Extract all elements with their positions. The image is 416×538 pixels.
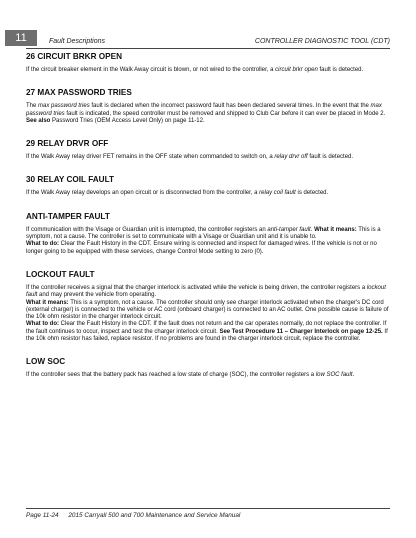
section-paragraph xyxy=(26,103,390,125)
text-run: See Test Procedure 11 – Charger Interlock on page 12-25. xyxy=(219,328,383,335)
text-run: max password tries xyxy=(26,103,382,117)
manual-title: 2015 Carryall 500 and 700 Maintenance and Service Manual xyxy=(68,512,241,519)
section-heading: ANTI-TAMPER FAULT xyxy=(26,211,110,221)
text-run: See also xyxy=(26,117,51,124)
fault-section xyxy=(26,357,390,379)
text-run: Clear the Fault History in the CDT. If the fault does not return and the car operates normally, do not replace the controller. If the fault continues to occur, inspect and test the charger interlock circuit. xyxy=(26,321,387,335)
section-paragraph xyxy=(26,300,390,322)
text-run: max password tries xyxy=(38,103,90,110)
fault-section xyxy=(26,139,390,161)
text-run: This is a symptom, not a cause. The controller is set to communicate with a Visage or Guardian unit and it is unable to. xyxy=(26,226,381,241)
fault-section xyxy=(26,270,390,343)
text-run: What it means: xyxy=(26,299,69,306)
text-run: If the controller receives a signal that the charger interlock is activated while the vehicle is being driven, the controller registers a xyxy=(26,284,367,291)
section-paragraph xyxy=(26,285,390,300)
header-chapter-title: CONTROLLER DIAGNOSTIC TOOL (CDT) xyxy=(254,38,390,45)
header-divider xyxy=(26,48,390,49)
section-heading: 29 RELAY DRVR OFF xyxy=(26,139,109,149)
fault-section xyxy=(26,175,390,197)
fault-section xyxy=(26,212,390,256)
text-run: fault is indicated, the speed controller must be removed and shipped to Club Car before it can ever be placed in Mode 2. xyxy=(64,110,386,117)
text-run: . xyxy=(352,372,355,379)
text-run: and may prevent the vehicle from operating. xyxy=(37,292,157,299)
text-run: low SOC fault xyxy=(315,372,353,379)
text-run: This is a symptom, not a cause. The controller should only see charger interlock activated when the charger's DC cord (external charger) is connected to the vehicle or AC cord (onboard charger) is connected to an AC outlet. One possible cause is failure of the 10k ohm resistor in the charger interlock circuit. xyxy=(26,299,389,321)
text-run: Password Tries (OEM Access Level Only) on page 11-12. xyxy=(50,117,205,124)
text-run: fault is declared when the incorrect password fault has been declared several times. In the event that the xyxy=(89,103,371,110)
text-run: What to do: xyxy=(26,241,59,248)
text-run: Clear the Fault History in the CDT. Ensure wiring is connected and inspect for damaged wires. If the vehicle is not or no longer going to be equipped with these services, change Control Mode setting to zero (0). xyxy=(26,241,377,255)
text-run: If the Walk Away relay develops an open circuit or is disconnected from the controller, a xyxy=(26,190,260,197)
section-paragraph xyxy=(26,154,390,161)
text-run: If communication with the Visage or Guardian unit is interrupted, the controller registers an xyxy=(26,226,268,233)
text-run: If the Walk Away relay driver FET remains in the OFF state when commanded to switch on, a xyxy=(26,154,275,161)
page-number: Page 11-24 xyxy=(26,512,59,519)
section-paragraph xyxy=(26,227,390,242)
page-content xyxy=(26,52,390,394)
fault-section xyxy=(26,52,390,74)
chapter-tab: 11 xyxy=(5,30,37,46)
section-paragraph xyxy=(26,241,390,256)
section-heading: LOW SOC xyxy=(26,357,66,367)
text-run: If the controller sees that the battery pack has reached a low state of charge (SOC), the controller registers a xyxy=(26,372,316,379)
text-run: anti-tamper fault xyxy=(267,226,311,233)
text-run: If the 10k ohm resistor has failed, replace resistor. If no problems are found in the charger interlock circuit, replace the controller. xyxy=(26,328,388,343)
section-paragraph xyxy=(26,321,390,343)
page-footer xyxy=(26,512,248,519)
text-run: What to do: xyxy=(26,321,59,328)
header-section-title: Fault Descriptions xyxy=(49,38,106,45)
section-heading: 27 MAX PASSWORD TRIES xyxy=(26,88,132,98)
text-run: lockout fault xyxy=(26,284,386,299)
text-run: If the circuit breaker element in the Walk Away circuit is blown, or not wired to the controller, a xyxy=(26,67,276,73)
text-run: The xyxy=(26,103,39,110)
section-paragraph xyxy=(26,67,390,74)
text-run: fault is detected. xyxy=(307,154,354,161)
section-heading: 30 RELAY COIL FAULT xyxy=(26,175,114,185)
section-heading: 26 CIRCUIT BRKR OPEN xyxy=(26,52,122,61)
text-run: relay drvr off xyxy=(274,154,308,161)
text-run: fault is detected. xyxy=(317,67,364,73)
fault-section xyxy=(26,88,390,125)
footer-divider xyxy=(26,508,390,509)
section-heading: LOCKOUT FAULT xyxy=(26,269,95,279)
text-run: circuit brkr open xyxy=(275,67,318,73)
section-paragraph xyxy=(26,190,390,197)
text-run: is detected. xyxy=(295,190,329,197)
section-paragraph xyxy=(26,372,390,379)
text-run: relay coil fault xyxy=(259,190,296,197)
text-run: . xyxy=(310,226,315,233)
text-run: What it means: xyxy=(314,226,357,233)
